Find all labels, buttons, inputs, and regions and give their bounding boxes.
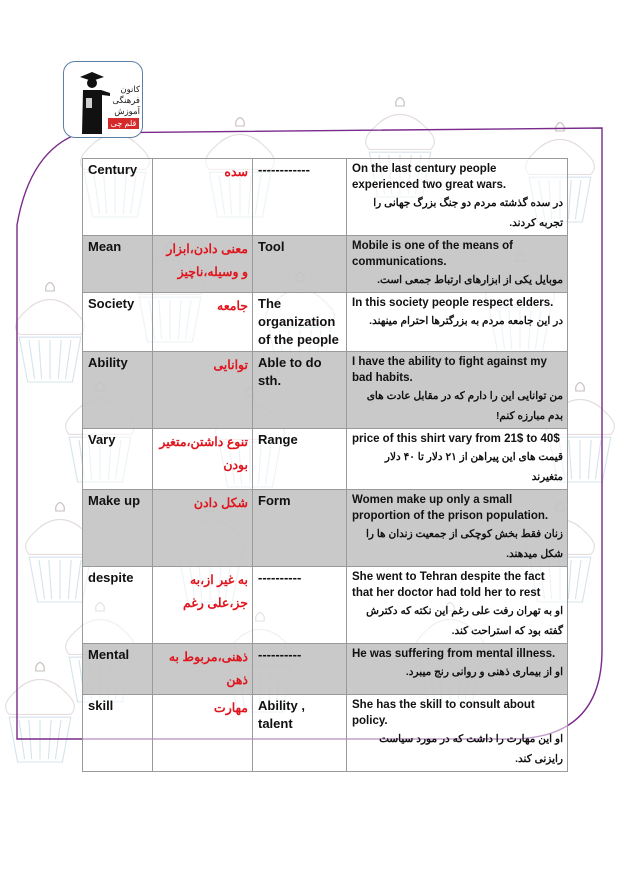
meaning-text: ذهنی،مربوط به ذهن <box>168 650 248 687</box>
word-text: Mean <box>88 239 122 254</box>
table-row <box>83 490 568 567</box>
table-row <box>83 293 568 352</box>
example-translation: در این جامعه مردم به بزرگترها احترام مینهند. <box>369 315 563 327</box>
meaning-cell <box>153 293 253 352</box>
meaning-text: تنوع داشتن،متغیر بودن <box>159 435 248 472</box>
example-cell <box>347 567 568 644</box>
table-row <box>83 236 568 293</box>
meaning-cell <box>153 352 253 429</box>
example-sentence: price of this shirt vary from 21$ to 40$ <box>352 433 560 445</box>
word-text: Make up <box>88 493 141 508</box>
word-text: Ability <box>88 355 128 370</box>
synonym-cell <box>253 293 347 352</box>
synonym-text: ---------- <box>258 647 302 662</box>
example-translation: من توانایی این را دارم که در مقابل عادت های بدم مبارزه کنم! <box>366 390 563 422</box>
word-cell <box>83 293 153 352</box>
meaning-cell <box>153 490 253 567</box>
example-translation: او به تهران رفت علی رغم این نکته که دکترش گفته بود که استراحت کند. <box>366 605 563 637</box>
word-text: Century <box>88 162 138 177</box>
example-sentence: She has the skill to consult about policy. <box>352 699 535 727</box>
synonym-text: Form <box>258 493 291 508</box>
meaning-text: جامعه <box>217 299 248 313</box>
meaning-cell <box>153 429 253 490</box>
synonym-text: Range <box>258 432 298 447</box>
synonym-cell <box>253 429 347 490</box>
example-sentence: I have the ability to fight against my bad habits. <box>352 356 547 384</box>
synonym-cell <box>253 644 347 695</box>
word-cell <box>83 567 153 644</box>
graduate-figure-icon <box>74 68 112 134</box>
word-cell <box>83 159 153 236</box>
table-row <box>83 159 568 236</box>
logo-line-1: کانون <box>120 84 140 94</box>
synonym-cell <box>253 352 347 429</box>
synonym-cell <box>253 567 347 644</box>
meaning-cell <box>153 236 253 293</box>
example-sentence: In this society people respect elders. <box>352 297 554 309</box>
meaning-text: شکل دادن <box>193 496 248 510</box>
example-translation: در سده گذشته مردم دو جنگ بزرگ جهانی را تجربه کردند. <box>373 197 563 229</box>
example-sentence: She went to Tehran despite the fact that her doctor had told her to rest <box>352 571 545 599</box>
example-translation: موبایل یکی از ابزارهای ارتباط جمعی است. <box>377 274 563 286</box>
word-text: skill <box>88 698 114 713</box>
vocabulary-table <box>82 158 568 772</box>
table-row <box>83 644 568 695</box>
meaning-text: به غیر از،به جز،علی رغم <box>182 573 248 610</box>
example-translation: زنان فقط بخش کوچکی از جمعیت زندان ها را شکل میدهند. <box>365 528 563 560</box>
example-sentence: He was suffering from mental illness. <box>352 648 556 660</box>
word-text: Vary <box>88 432 116 447</box>
word-cell <box>83 695 153 772</box>
word-cell <box>83 429 153 490</box>
word-text: Mental <box>88 647 130 662</box>
meaning-cell <box>153 644 253 695</box>
meaning-text: معنی دادن،ابزار و وسیله،ناچیز <box>166 242 248 279</box>
example-cell <box>347 352 568 429</box>
synonym-cell <box>253 490 347 567</box>
word-cell <box>83 352 153 429</box>
meaning-cell <box>153 567 253 644</box>
word-text: despite <box>88 570 134 585</box>
synonym-cell <box>253 236 347 293</box>
synonym-cell <box>253 159 347 236</box>
word-cell <box>83 490 153 567</box>
table-row <box>83 695 568 772</box>
synonym-text: The organization of the people <box>258 296 339 347</box>
logo-badge: قلم چی <box>108 118 139 129</box>
meaning-text: سده <box>224 165 248 179</box>
synonym-cell <box>253 695 347 772</box>
example-sentence: Mobile is one of the means of communications. <box>352 240 514 268</box>
logo-line-2: فرهنگی <box>112 95 140 105</box>
example-sentence: Women make up only a small proportion of the prison population. <box>352 494 549 522</box>
table-row <box>83 429 568 490</box>
institute-logo <box>63 61 143 138</box>
example-translation: قیمت های این پیراهن از ۲۱ دلار تا ۴۰ دلار متغیرند <box>384 451 563 483</box>
word-text: Society <box>88 296 135 311</box>
example-cell <box>347 293 568 352</box>
meaning-cell <box>153 159 253 236</box>
word-cell <box>83 644 153 695</box>
example-translation: او این مهارت را داشت که در مورد سیاست رایزنی کند. <box>379 733 563 765</box>
example-sentence: On the last century people experienced two great wars. <box>352 163 507 191</box>
table-row <box>83 567 568 644</box>
synonym-text: Able to do sth. <box>258 355 322 388</box>
word-cell <box>83 236 153 293</box>
example-cell <box>347 695 568 772</box>
example-cell <box>347 644 568 695</box>
meaning-text: توانایی <box>213 358 248 372</box>
logo-line-3: آموزش <box>114 106 140 116</box>
synonym-text: Tool <box>258 239 285 254</box>
meaning-text: مهارت <box>213 701 248 715</box>
meaning-cell <box>153 695 253 772</box>
synonym-text: ---------- <box>258 570 302 585</box>
example-cell <box>347 490 568 567</box>
example-translation: او از بیماری ذهنی و روانی رنج میبرد. <box>405 666 563 678</box>
synonym-text: ------------ <box>258 162 310 177</box>
example-cell <box>347 429 568 490</box>
synonym-text: Ability , talent <box>258 698 305 731</box>
example-cell <box>347 159 568 236</box>
example-cell <box>347 236 568 293</box>
table-row <box>83 352 568 429</box>
